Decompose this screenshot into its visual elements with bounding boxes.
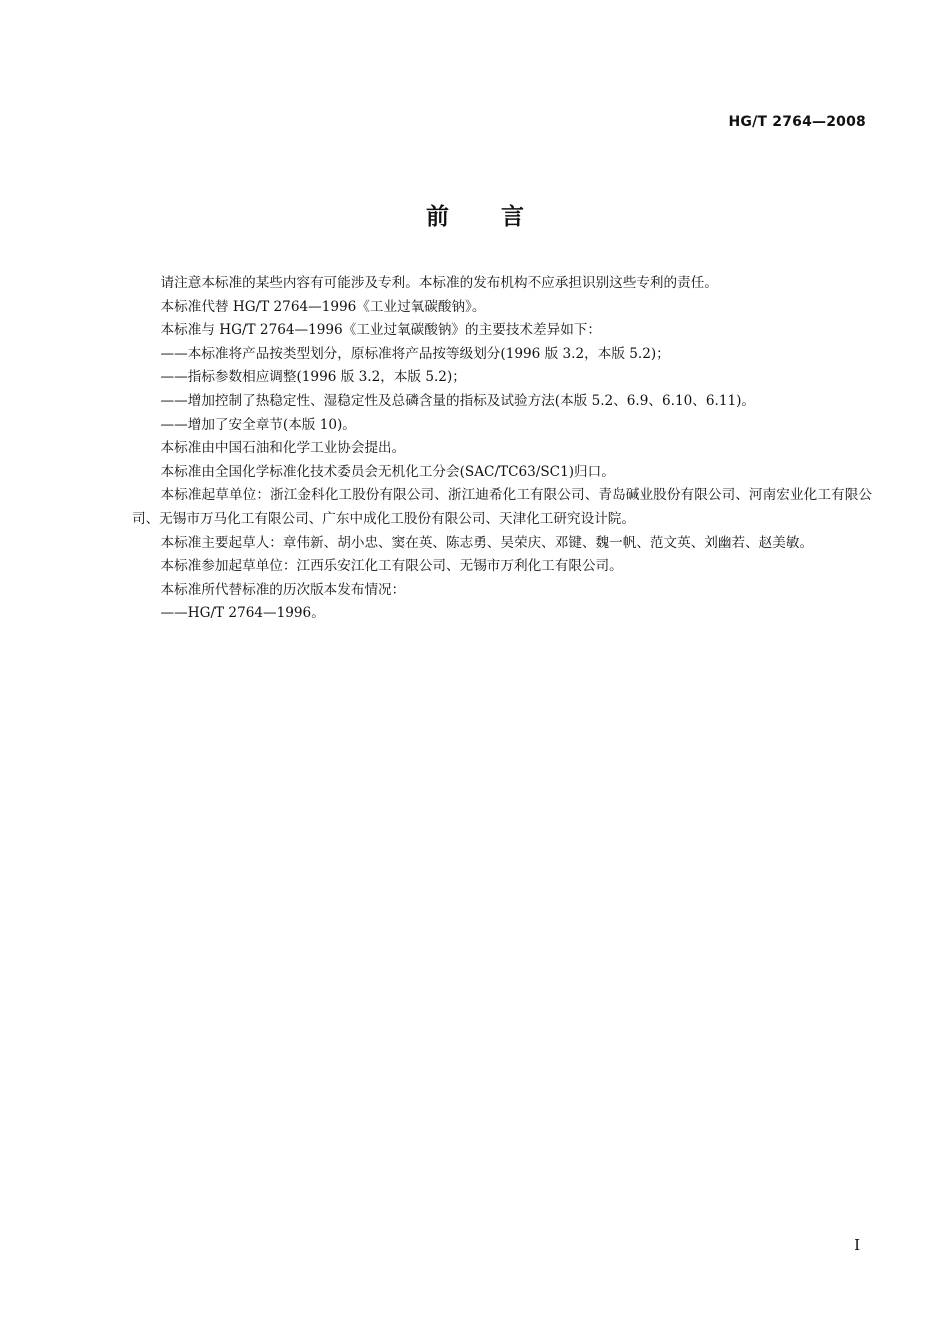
difference-item: ——指标参数相应调整(1996 版 3.2，本版 5.2)； bbox=[160, 369, 466, 386]
difference-item: ——本标准将产品按类型划分，原标准将产品按等级划分(1996 版 3.2，本版 5.2)； bbox=[160, 345, 670, 362]
proposer-paragraph: 本标准由中国石油和化学工业协会提出。 bbox=[160, 440, 406, 457]
document-body bbox=[132, 272, 872, 626]
replacement-paragraph: 本标准代替 HG/T 2764—1996《工业过氧碳酸钠》。 bbox=[160, 298, 486, 315]
page-number: I bbox=[854, 1236, 860, 1254]
standard-number: HG/T 2764—2008 bbox=[728, 114, 866, 130]
technical-committee-paragraph: 本标准由全国化学标准化技术委员会无机化工分会(SAC/TC63/SC1)归口。 bbox=[160, 463, 615, 480]
difference-item: ——增加了安全章节(本版 10)。 bbox=[160, 416, 356, 433]
previous-edition-item: ——HG/T 2764—1996。 bbox=[160, 605, 325, 622]
participating-units-paragraph: 本标准参加起草单位：江西乐安江化工有限公司、无锡市万利化工有限公司。 bbox=[160, 558, 623, 575]
page-title: 前言 bbox=[426, 204, 576, 230]
difference-item: ——增加控制了热稳定性、湿稳定性及总磷含量的指标及试验方法(本版 5.2、6.9、6.10、6.11)。 bbox=[160, 392, 756, 409]
differences-intro-paragraph: 本标准与 HG/T 2764—1996《工业过氧碳酸钠》的主要技术差异如下： bbox=[160, 322, 601, 339]
drafters-paragraph: 本标准主要起草人：章伟新、胡小忠、窦在英、陈志勇、吴荣庆、邓键、魏一帆、范文英、刘幽若、赵美敏。 bbox=[160, 534, 814, 551]
drafting-units-paragraph: 本标准起草单位：浙江金科化工股份有限公司、浙江迪希化工有限公司、青岛碱业股份有限公司、河南宏业化工有限公司、无锡市万马化工有限公司、广东中成化工股份有限公司、天津化工研究设计院。 bbox=[132, 487, 872, 527]
patent-notice-paragraph: 请注意本标准的某些内容有可能涉及专利。本标准的发布机构不应承担识别这些专利的责任。 bbox=[160, 275, 718, 291]
previous-editions-paragraph: 本标准所代替标准的历次版本发布情况： bbox=[160, 581, 406, 598]
